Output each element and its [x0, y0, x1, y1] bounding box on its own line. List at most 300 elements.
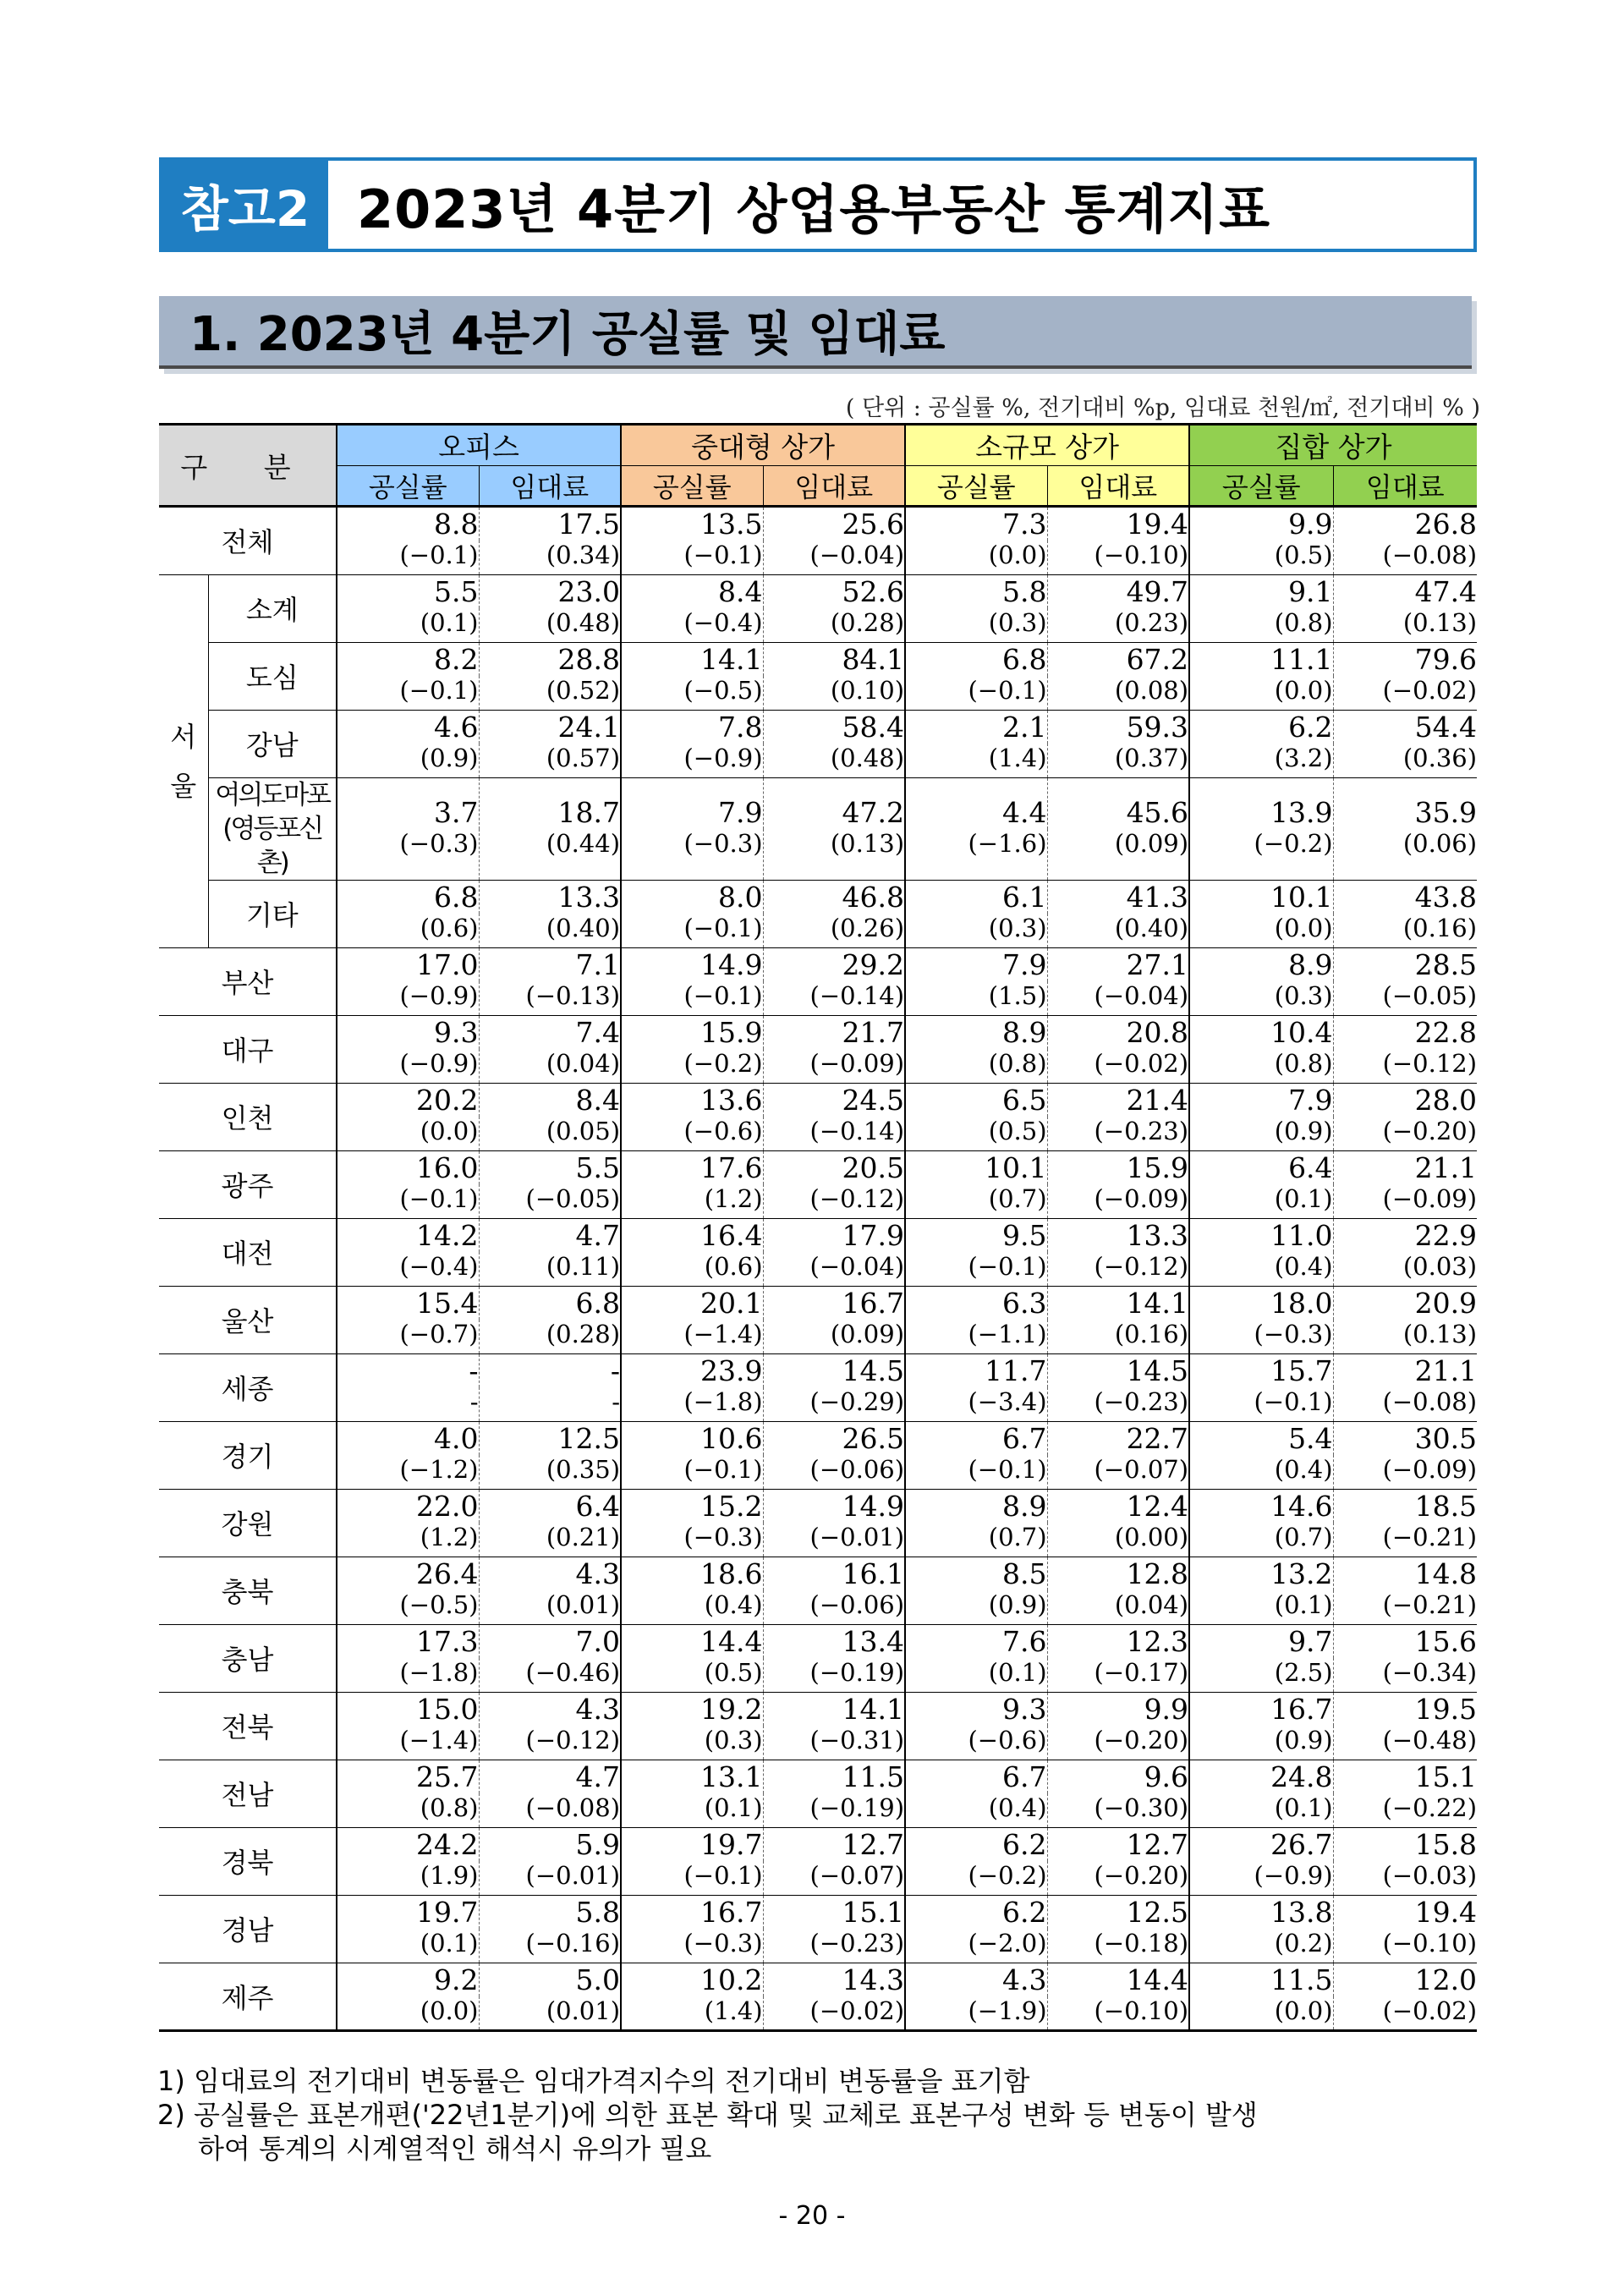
group-header-aggregate: 집합 상가: [1189, 425, 1477, 466]
value-cell: 4.3: [905, 1963, 1047, 1996]
change-cell: (0.09): [1047, 829, 1189, 881]
value-cell: 41.3: [1047, 880, 1189, 914]
change-cell: (−0.2): [905, 1861, 1047, 1895]
change-cell: (−0.17): [1047, 1658, 1189, 1692]
value-cell: 15.1: [763, 1895, 905, 1929]
reference-tag: 참고2: [162, 161, 328, 249]
value-cell: 6.5: [905, 1083, 1047, 1117]
change-cell: (0.13): [1333, 608, 1477, 642]
change-cell: (−0.23): [763, 1929, 905, 1963]
value-cell: 6.2: [1189, 710, 1333, 744]
value-cell: 8.9: [905, 1489, 1047, 1523]
value-cell: 10.1: [905, 1150, 1047, 1184]
value-cell: 11.5: [763, 1760, 905, 1793]
change-cell: (0.04): [479, 1049, 621, 1083]
change-cell: (−0.1): [337, 541, 479, 574]
value-cell: 43.8: [1333, 880, 1477, 914]
region-label: 대구: [159, 1015, 337, 1083]
table-row: [159, 1286, 1477, 1320]
change-cell: (1.5): [905, 981, 1047, 1015]
value-cell: 14.1: [621, 642, 763, 676]
change-cell: (2.5): [1189, 1658, 1333, 1692]
value-cell: 7.9: [621, 777, 763, 829]
change-cell: (−0.46): [479, 1658, 621, 1692]
change-cell: (−0.07): [763, 1861, 905, 1895]
value-cell: 18.5: [1333, 1489, 1477, 1523]
change-cell: (−0.5): [621, 676, 763, 710]
change-cell: (−0.18): [1047, 1929, 1189, 1963]
change-cell: (−0.3): [621, 829, 763, 881]
table-row-change: [159, 1929, 1477, 1963]
value-cell: 14.5: [763, 1353, 905, 1387]
value-cell: 67.2: [1047, 642, 1189, 676]
change-cell: (0.0): [1189, 914, 1333, 947]
value-cell: 47.4: [1333, 574, 1477, 608]
value-cell: 6.7: [905, 1760, 1047, 1793]
change-cell: (−0.1): [621, 981, 763, 1015]
change-cell: (−0.9): [337, 1049, 479, 1083]
sub-header: 공실률: [621, 466, 763, 507]
value-cell: 12.8: [1047, 1557, 1189, 1590]
change-cell: (0.21): [479, 1523, 621, 1557]
value-cell: 15.2: [621, 1489, 763, 1523]
table-row: [159, 1692, 1477, 1726]
value-cell: 22.8: [1333, 1015, 1477, 1049]
change-cell: (0.35): [479, 1455, 621, 1489]
value-cell: 21.1: [1333, 1150, 1477, 1184]
value-cell: 8.2: [337, 642, 479, 676]
value-cell: 8.9: [905, 1015, 1047, 1049]
value-cell: 52.6: [763, 574, 905, 608]
value-cell: 28.0: [1333, 1083, 1477, 1117]
change-cell: (−0.6): [905, 1726, 1047, 1760]
change-cell: (0.40): [1047, 914, 1189, 947]
value-cell: 18.7: [479, 777, 621, 829]
table-row-change: [159, 1252, 1477, 1286]
value-cell: 14.2: [337, 1218, 479, 1252]
change-cell: (0.9): [1189, 1726, 1333, 1760]
change-cell: (−0.21): [1333, 1590, 1477, 1624]
value-cell: 47.2: [763, 777, 905, 829]
value-cell: 15.6: [1333, 1624, 1477, 1658]
value-cell: 26.4: [337, 1557, 479, 1590]
value-cell: 7.9: [905, 947, 1047, 981]
value-cell: 24.2: [337, 1827, 479, 1861]
value-cell: 6.1: [905, 880, 1047, 914]
value-cell: 26.8: [1333, 507, 1477, 541]
value-cell: 14.5: [1047, 1353, 1189, 1387]
change-cell: (0.3): [621, 1726, 763, 1760]
change-cell: (0.7): [1189, 1523, 1333, 1557]
change-cell: (−0.29): [763, 1387, 905, 1421]
change-cell: (0.40): [479, 914, 621, 947]
change-cell: (0.0): [337, 1117, 479, 1150]
value-cell: 8.4: [621, 574, 763, 608]
change-cell: (0.28): [763, 608, 905, 642]
value-cell: 4.6: [337, 710, 479, 744]
change-cell: (−0.1): [905, 676, 1047, 710]
table-row-change: [159, 676, 1477, 710]
change-cell: (0.26): [763, 914, 905, 947]
change-cell: (−0.1): [621, 914, 763, 947]
value-cell: 9.2: [337, 1963, 479, 1996]
change-cell: (−0.08): [479, 1793, 621, 1827]
value-cell: 8.9: [1189, 947, 1333, 981]
change-cell: (−0.3): [621, 1523, 763, 1557]
change-cell: (0.0): [1189, 1996, 1333, 2030]
change-cell: (0.3): [905, 608, 1047, 642]
table-row: [159, 1083, 1477, 1117]
value-cell: 6.4: [479, 1489, 621, 1523]
value-cell: 58.4: [763, 710, 905, 744]
change-cell: (0.1): [1189, 1184, 1333, 1218]
value-cell: 8.0: [621, 880, 763, 914]
value-cell: 13.8: [1189, 1895, 1333, 1929]
value-cell: 15.7: [1189, 1353, 1333, 1387]
change-cell: -: [479, 1387, 621, 1421]
footnote: 2) 공실률은 표본개편('22년1분기)에 의한 표본 확대 및 교체로 표본구성 변화 등 변동이 발생: [157, 2099, 1258, 2131]
seoul-label: 서 울: [159, 574, 208, 947]
value-cell: 10.4: [1189, 1015, 1333, 1049]
table-row: [159, 1353, 1477, 1387]
change-cell: (0.09): [763, 1320, 905, 1353]
value-cell: 20.1: [621, 1286, 763, 1320]
value-cell: 12.7: [763, 1827, 905, 1861]
value-cell: 13.4: [763, 1624, 905, 1658]
table-row-change: [159, 1523, 1477, 1557]
value-cell: 15.4: [337, 1286, 479, 1320]
table-row: [159, 710, 1477, 744]
change-cell: (0.8): [337, 1793, 479, 1827]
value-cell: 4.7: [479, 1760, 621, 1793]
value-cell: 9.5: [905, 1218, 1047, 1252]
change-cell: (−0.31): [763, 1726, 905, 1760]
table-row: [159, 1895, 1477, 1929]
change-cell: (0.23): [1047, 608, 1189, 642]
change-cell: (1.2): [621, 1184, 763, 1218]
change-cell: (−0.20): [1333, 1117, 1477, 1150]
change-cell: (−0.02): [1333, 1996, 1477, 2030]
value-cell: 14.6: [1189, 1489, 1333, 1523]
change-cell: (−1.9): [905, 1996, 1047, 2030]
value-cell: 17.6: [621, 1150, 763, 1184]
region-label: 경남: [159, 1895, 337, 1963]
region-label: 충남: [159, 1624, 337, 1692]
value-cell: 6.8: [337, 880, 479, 914]
change-cell: (−0.04): [763, 1252, 905, 1286]
value-cell: 8.8: [337, 507, 479, 541]
value-cell: 19.4: [1333, 1895, 1477, 1929]
value-cell: 11.7: [905, 1353, 1047, 1387]
value-cell: 14.9: [621, 947, 763, 981]
change-cell: (0.8): [1189, 1049, 1333, 1083]
change-cell: (0.4): [905, 1793, 1047, 1827]
change-cell: (0.05): [479, 1117, 621, 1150]
change-cell: (−0.22): [1333, 1793, 1477, 1827]
change-cell: (−0.12): [1047, 1252, 1189, 1286]
value-cell: 9.7: [1189, 1624, 1333, 1658]
value-cell: 5.0: [479, 1963, 621, 1996]
reference-header: [159, 157, 1477, 252]
value-cell: 16.1: [763, 1557, 905, 1590]
change-cell: (−0.10): [1047, 541, 1189, 574]
value-cell: 14.4: [621, 1624, 763, 1658]
change-cell: (0.9): [1189, 1117, 1333, 1150]
change-cell: (−0.2): [621, 1049, 763, 1083]
table-row: [159, 1150, 1477, 1184]
change-cell: (−0.9): [337, 981, 479, 1015]
change-cell: (−0.05): [479, 1184, 621, 1218]
change-cell: (1.4): [905, 744, 1047, 777]
change-cell: (−0.1): [621, 541, 763, 574]
change-cell: (1.9): [337, 1861, 479, 1895]
value-cell: 6.8: [479, 1286, 621, 1320]
change-cell: (−0.48): [1333, 1726, 1477, 1760]
value-cell: 16.4: [621, 1218, 763, 1252]
value-cell: 13.3: [1047, 1218, 1189, 1252]
change-cell: (−0.04): [1047, 981, 1189, 1015]
change-cell: (0.03): [1333, 1252, 1477, 1286]
change-cell: (−0.16): [479, 1929, 621, 1963]
table-row-change: [159, 1320, 1477, 1353]
value-cell: 11.0: [1189, 1218, 1333, 1252]
change-cell: (−3.4): [905, 1387, 1047, 1421]
change-cell: (−0.07): [1047, 1455, 1189, 1489]
change-cell: (−0.10): [1047, 1996, 1189, 2030]
value-cell: 5.8: [479, 1895, 621, 1929]
change-cell: (−0.4): [621, 608, 763, 642]
change-cell: (0.01): [479, 1996, 621, 2030]
value-cell: 7.9: [1189, 1083, 1333, 1117]
value-cell: 5.5: [479, 1150, 621, 1184]
value-cell: 8.4: [479, 1083, 621, 1117]
value-cell: 4.3: [479, 1557, 621, 1590]
value-cell: 17.9: [763, 1218, 905, 1252]
value-cell: 6.2: [905, 1895, 1047, 1929]
value-cell: 20.8: [1047, 1015, 1189, 1049]
change-cell: (−0.34): [1333, 1658, 1477, 1692]
change-cell: (0.4): [1189, 1455, 1333, 1489]
change-cell: (0.5): [905, 1117, 1047, 1150]
table-row-change: [159, 1455, 1477, 1489]
change-cell: (−0.1): [337, 1184, 479, 1218]
change-cell: (0.04): [1047, 1590, 1189, 1624]
value-cell: 10.1: [1189, 880, 1333, 914]
value-cell: 4.4: [905, 777, 1047, 829]
value-cell: 11.5: [1189, 1963, 1333, 1996]
table-row-change: [159, 914, 1477, 947]
value-cell: 21.1: [1333, 1353, 1477, 1387]
change-cell: (−0.3): [1189, 1320, 1333, 1353]
change-cell: (−0.5): [337, 1590, 479, 1624]
change-cell: (0.48): [479, 608, 621, 642]
value-cell: 19.7: [621, 1827, 763, 1861]
change-cell: (−0.6): [621, 1117, 763, 1150]
change-cell: (1.2): [337, 1523, 479, 1557]
change-cell: (0.7): [905, 1523, 1047, 1557]
value-cell: 19.5: [1333, 1692, 1477, 1726]
change-cell: (−1.8): [621, 1387, 763, 1421]
change-cell: (1.4): [621, 1996, 763, 2030]
value-cell: 21.4: [1047, 1083, 1189, 1117]
value-cell: 17.5: [479, 507, 621, 541]
change-cell: (−0.9): [1189, 1861, 1333, 1895]
value-cell: 45.6: [1047, 777, 1189, 829]
change-cell: (−0.9): [621, 744, 763, 777]
change-cell: (0.1): [1189, 1793, 1333, 1827]
change-cell: (0.1): [337, 608, 479, 642]
region-label: 기타: [208, 880, 337, 947]
value-cell: 17.3: [337, 1624, 479, 1658]
change-cell: (0.52): [479, 676, 621, 710]
value-cell: 6.2: [905, 1827, 1047, 1861]
change-cell: (−0.1): [1189, 1387, 1333, 1421]
value-cell: 49.7: [1047, 574, 1189, 608]
table-row-change: [159, 1861, 1477, 1895]
value-cell: 29.2: [763, 947, 905, 981]
table-row-change: [159, 1658, 1477, 1692]
change-cell: (0.11): [479, 1252, 621, 1286]
table-row-change: [159, 829, 1477, 881]
change-cell: (−0.12): [479, 1726, 621, 1760]
change-cell: (0.1): [621, 1793, 763, 1827]
change-cell: (0.1): [337, 1929, 479, 1963]
change-cell: (−0.12): [763, 1184, 905, 1218]
change-cell: (−0.13): [479, 981, 621, 1015]
group-header-office: 오피스: [337, 425, 621, 466]
table-row: [159, 947, 1477, 981]
value-cell: 15.9: [621, 1015, 763, 1049]
change-cell: (0.48): [763, 744, 905, 777]
change-cell: (−0.05): [1333, 981, 1477, 1015]
value-cell: 9.9: [1189, 507, 1333, 541]
change-cell: (0.28): [479, 1320, 621, 1353]
change-cell: (−0.14): [763, 981, 905, 1015]
value-cell: 7.0: [479, 1624, 621, 1658]
value-cell: 4.3: [479, 1692, 621, 1726]
change-cell: (−2.0): [905, 1929, 1047, 1963]
value-cell: 12.4: [1047, 1489, 1189, 1523]
section-title: 1. 2023년 4분기 공실률 및 임대료: [159, 296, 1472, 369]
footnote: 1) 임대료의 전기대비 변동률은 임대가격지수의 전기대비 변동률을 표기함: [157, 2065, 1030, 2097]
value-cell: 16.0: [337, 1150, 479, 1184]
change-cell: (−0.1): [905, 1455, 1047, 1489]
value-cell: 16.7: [1189, 1692, 1333, 1726]
value-cell: 14.1: [1047, 1286, 1189, 1320]
change-cell: (−1.4): [621, 1320, 763, 1353]
sub-header: 공실률: [905, 466, 1047, 507]
table-row: [159, 1963, 1477, 1996]
change-cell: (−0.09): [763, 1049, 905, 1083]
value-cell: 17.0: [337, 947, 479, 981]
change-cell: (0.37): [1047, 744, 1189, 777]
value-cell: 9.3: [337, 1015, 479, 1049]
value-cell: 7.4: [479, 1015, 621, 1049]
value-cell: 79.6: [1333, 642, 1477, 676]
value-cell: 12.5: [1047, 1895, 1189, 1929]
table-row: [159, 642, 1477, 676]
change-cell: (−0.12): [1333, 1049, 1477, 1083]
change-cell: (−0.06): [763, 1590, 905, 1624]
change-cell: (3.2): [1189, 744, 1333, 777]
change-cell: (0.16): [1333, 914, 1477, 947]
value-cell: 7.3: [905, 507, 1047, 541]
value-cell: 7.8: [621, 710, 763, 744]
table-row: [159, 1489, 1477, 1523]
sub-header: 임대료: [763, 466, 905, 507]
change-cell: (−0.03): [1333, 1861, 1477, 1895]
change-cell: (−0.7): [337, 1320, 479, 1353]
region-label: 부산: [159, 947, 337, 1015]
change-cell: (−0.4): [337, 1252, 479, 1286]
region-label: 소계: [208, 574, 337, 642]
value-cell: 6.4: [1189, 1150, 1333, 1184]
change-cell: (−1.8): [337, 1658, 479, 1692]
value-cell: 5.5: [337, 574, 479, 608]
change-cell: (0.8): [905, 1049, 1047, 1083]
value-cell: 12.5: [479, 1421, 621, 1455]
unit-note: ( 단위 : 공실률 %, 전기대비 %p, 임대료 천원/㎡, 전기대비 % ): [845, 395, 1480, 421]
sub-header: 공실률: [337, 466, 479, 507]
table-row: [159, 1827, 1477, 1861]
value-cell: 15.0: [337, 1692, 479, 1726]
change-cell: (−0.01): [763, 1523, 905, 1557]
value-cell: 59.3: [1047, 710, 1189, 744]
footnotes: [157, 2064, 1477, 2166]
value-cell: 18.6: [621, 1557, 763, 1590]
change-cell: (−0.09): [1333, 1455, 1477, 1489]
value-cell: 19.7: [337, 1895, 479, 1929]
change-cell: (0.00): [1047, 1523, 1189, 1557]
region-label: 전체: [159, 507, 337, 575]
change-cell: (0.57): [479, 744, 621, 777]
change-cell: (−0.20): [1047, 1861, 1189, 1895]
change-cell: (−0.3): [337, 829, 479, 881]
table-row: [159, 1624, 1477, 1658]
change-cell: (0.4): [621, 1590, 763, 1624]
page-number: - 20 -: [778, 2201, 846, 2231]
value-cell: 20.2: [337, 1083, 479, 1117]
statistics-table: [159, 423, 1477, 2032]
value-cell: 30.5: [1333, 1421, 1477, 1455]
value-cell: 19.4: [1047, 507, 1189, 541]
value-cell: 10.2: [621, 1963, 763, 1996]
change-cell: (−0.02): [1047, 1049, 1189, 1083]
region-label: 충북: [159, 1557, 337, 1624]
change-cell: (−0.19): [763, 1793, 905, 1827]
region-label: 경기: [159, 1421, 337, 1489]
change-cell: (0.13): [763, 829, 905, 881]
change-cell: (−0.20): [1047, 1726, 1189, 1760]
table-row: [159, 574, 1477, 608]
table-row-change: [159, 744, 1477, 777]
change-cell: (0.06): [1333, 829, 1477, 881]
value-cell: 14.9: [763, 1489, 905, 1523]
change-cell: (−0.2): [1189, 829, 1333, 881]
value-cell: 6.7: [905, 1421, 1047, 1455]
table-row: [159, 777, 1477, 829]
region-label: 대전: [159, 1218, 337, 1286]
value-cell: 14.4: [1047, 1963, 1189, 1996]
value-cell: 54.4: [1333, 710, 1477, 744]
value-cell: 9.3: [905, 1692, 1047, 1726]
region-label: 강남: [208, 710, 337, 777]
footnote-continuation: 하여 통계의 시계열적인 해석시 유의가 필요: [198, 2133, 712, 2165]
change-cell: (−0.23): [1047, 1387, 1189, 1421]
table-row: [159, 1421, 1477, 1455]
value-cell: 20.9: [1333, 1286, 1477, 1320]
change-cell: (−0.23): [1047, 1117, 1189, 1150]
